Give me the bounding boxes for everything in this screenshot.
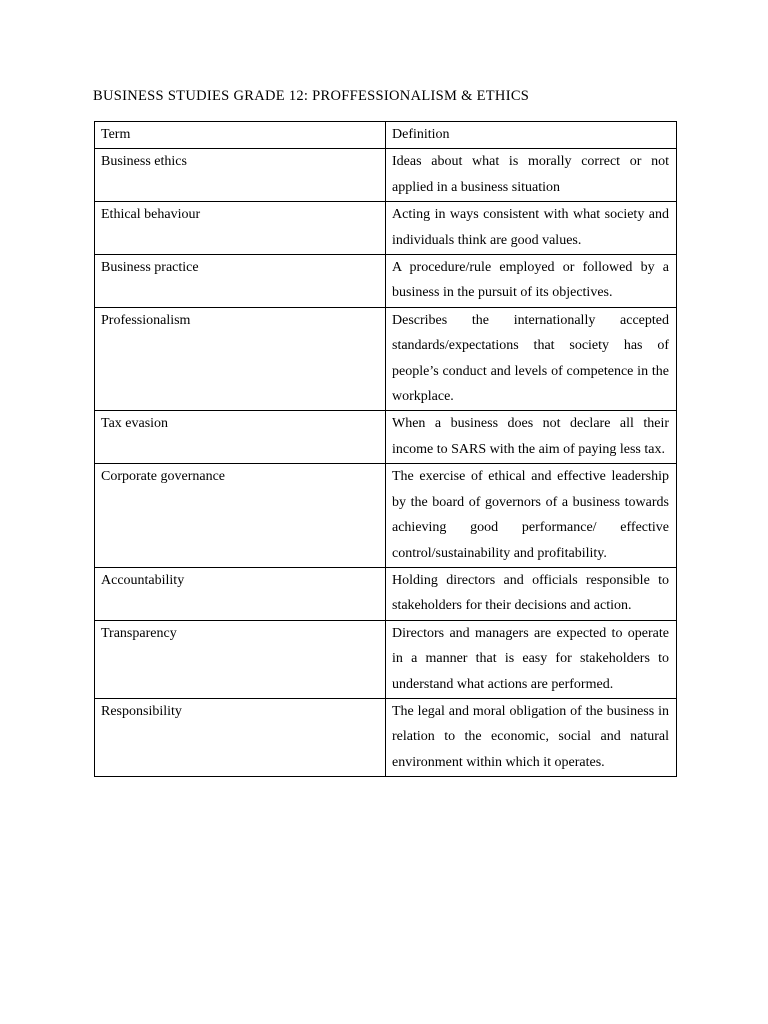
column-header-term: Term — [95, 122, 386, 149]
table-row — [95, 698, 677, 776]
table-row — [95, 255, 677, 308]
table-header-row — [95, 122, 677, 149]
term-cell: Professionalism — [95, 307, 386, 411]
term-cell: Transparency — [95, 620, 386, 698]
definition-cell: The exercise of ethical and effective leadership by the board of governors of a business towards achieving good performance/ effective control/sustainability and profitability. — [386, 464, 677, 568]
definition-cell: Describes the internationally accepted standards/expectations that society has of people’s conduct and levels of competence in the workplace. — [386, 307, 677, 411]
table-row — [95, 411, 677, 464]
page-title: BUSINESS STUDIES GRADE 12: PROFFESSIONALISM & ETHICS — [93, 88, 530, 104]
definition-cell: Holding directors and officials responsible to stakeholders for their decisions and action. — [386, 567, 677, 620]
table-row — [95, 202, 677, 255]
definition-cell: Ideas about what is morally correct or not applied in a business situation — [386, 149, 677, 202]
table-row — [95, 149, 677, 202]
definition-cell: Acting in ways consistent with what society and individuals think are good values. — [386, 202, 677, 255]
table-row — [95, 567, 677, 620]
table-row — [95, 620, 677, 698]
definition-cell: The legal and moral obligation of the business in relation to the economic, social and natural environment within which it operates. — [386, 698, 677, 776]
column-header-definition: Definition — [386, 122, 677, 149]
term-cell: Corporate governance — [95, 464, 386, 568]
term-cell: Ethical behaviour — [95, 202, 386, 255]
terms-definitions-table — [94, 121, 677, 777]
table-row — [95, 464, 677, 568]
term-cell: Responsibility — [95, 698, 386, 776]
term-cell: Business practice — [95, 255, 386, 308]
term-cell: Tax evasion — [95, 411, 386, 464]
term-cell: Accountability — [95, 567, 386, 620]
definition-cell: When a business does not declare all their income to SARS with the aim of paying less tax. — [386, 411, 677, 464]
table-row — [95, 307, 677, 411]
definition-cell: A procedure/rule employed or followed by a business in the pursuit of its objectives. — [386, 255, 677, 308]
definition-cell: Directors and managers are expected to operate in a manner that is easy for stakeholders to understand what actions are performed. — [386, 620, 677, 698]
term-cell: Business ethics — [95, 149, 386, 202]
